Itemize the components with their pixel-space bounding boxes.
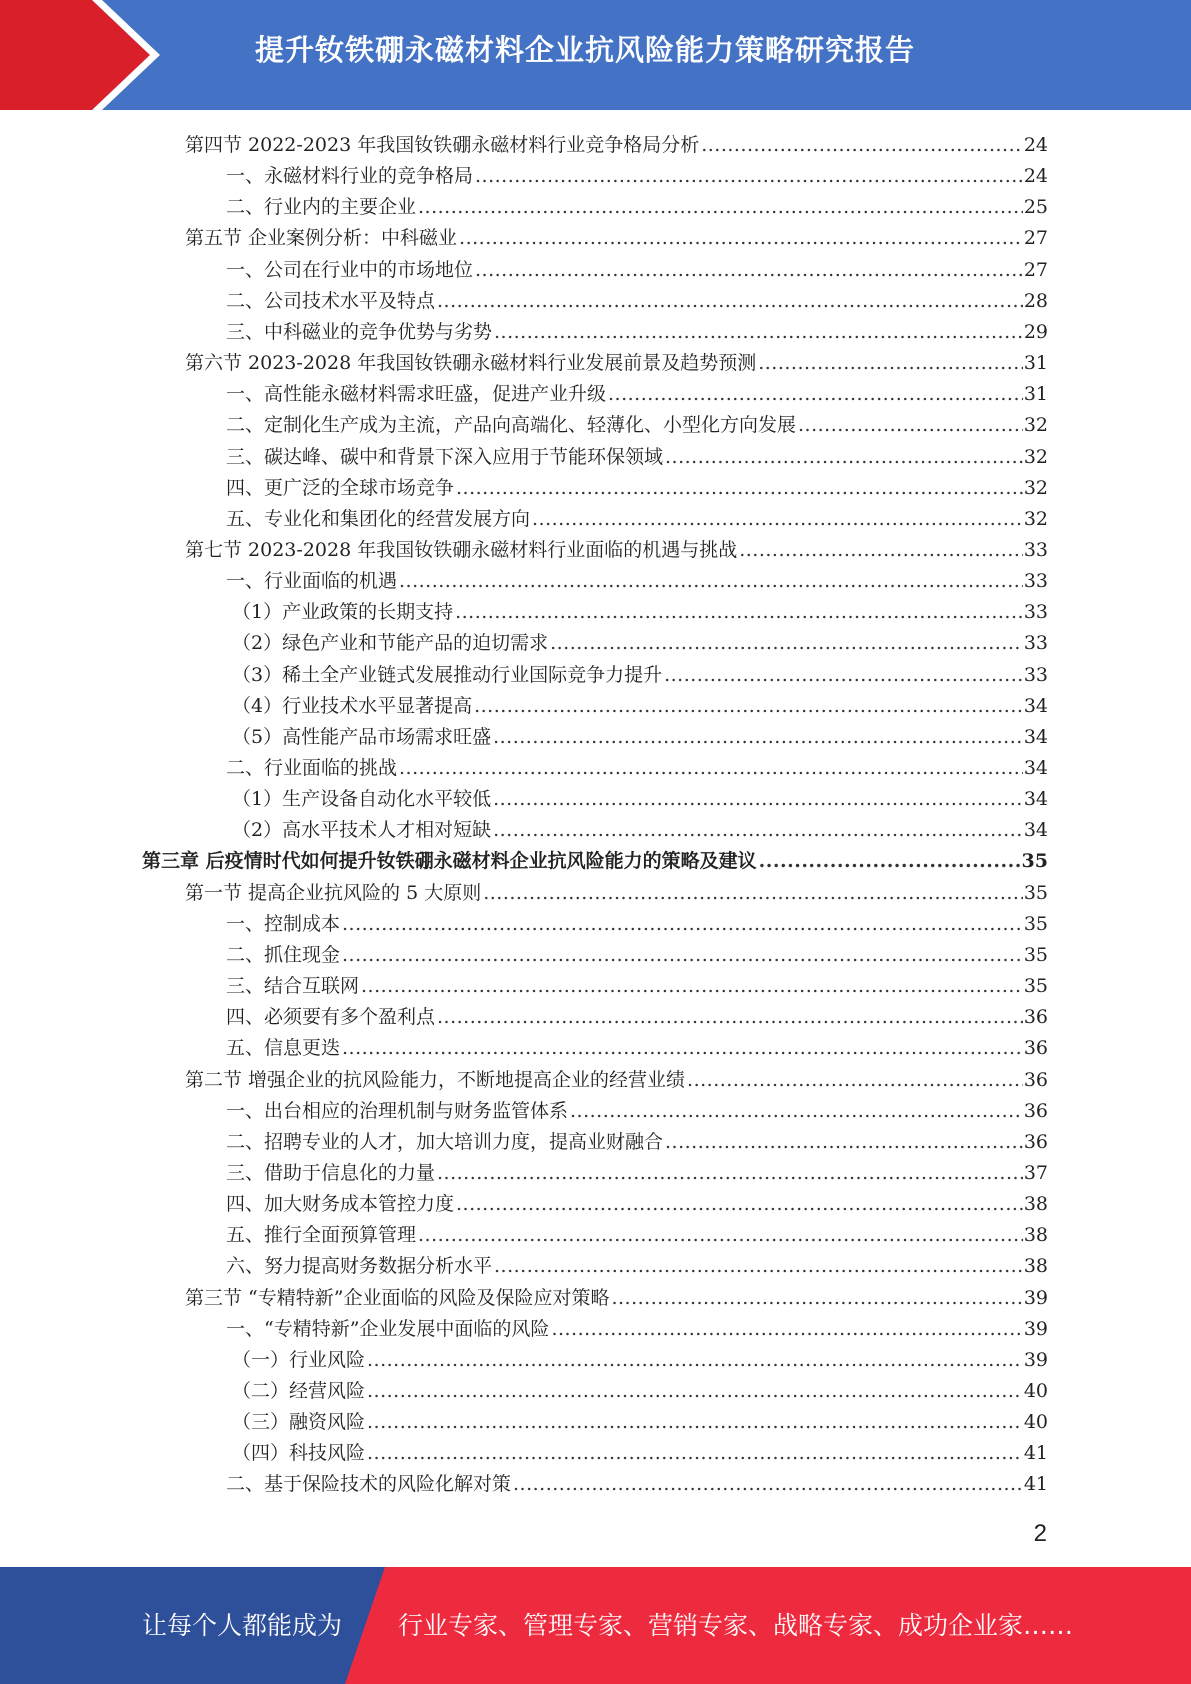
toc-entry-title: （1）生产设备自动化水平较低 <box>232 788 492 811</box>
toc-dot-leader <box>611 1286 1022 1310</box>
toc-entry-page: 33 <box>1023 538 1048 561</box>
page-footer <box>0 1567 1191 1684</box>
toc-entry[interactable] <box>232 811 1048 842</box>
toc-dot-leader <box>494 320 1023 344</box>
toc-entry[interactable] <box>232 1372 1048 1403</box>
toc-entry-page: 31 <box>1023 352 1048 375</box>
toc-dot-leader <box>367 1441 1023 1465</box>
toc-entry-title: 二、公司技术水平及特点 <box>226 289 436 312</box>
toc-entry-page: 33 <box>1023 632 1048 655</box>
footer-slogan-right: 行业专家、管理专家、营销专家、战略专家、成功企业家…… <box>398 1611 1074 1640</box>
toc-entry-title: 二、行业面临的挑战 <box>226 757 398 779</box>
toc-entry-title: （5）高性能产品市场需求旺盛 <box>232 725 492 748</box>
toc-entry-page: 27 <box>1023 227 1048 250</box>
toc-entry-page: 41 <box>1023 1473 1048 1496</box>
toc-entry-page: 36 <box>1023 1130 1048 1153</box>
toc-dot-leader <box>665 445 1023 469</box>
toc-entry[interactable] <box>226 1185 1048 1216</box>
toc-entry[interactable] <box>226 157 1048 188</box>
toc-entry-title: 一、“专精特新”企业发展中面临的风险 <box>226 1317 550 1340</box>
toc-entry-title: 第七节 2023-2028 年我国钕铁硼永磁材料行业面临的机遇与挑战 <box>185 538 738 561</box>
toc-dot-leader <box>437 1161 1023 1185</box>
toc-entry-title: 五、专业化和集团化的经营发展方向 <box>226 507 531 530</box>
toc-entry-title: 一、行业面临的机遇 <box>226 570 398 593</box>
toc-dot-leader <box>475 164 1023 188</box>
toc-entry-page: 40 <box>1023 1411 1048 1434</box>
toc-entry[interactable] <box>185 1061 1048 1092</box>
toc-entry-page: 35 <box>1023 912 1048 935</box>
toc-entry-page: 36 <box>1023 1068 1048 1091</box>
toc-dot-leader <box>399 569 1023 593</box>
toc-entry-title: 三、中科磁业的竞争优势与劣势 <box>226 320 493 343</box>
toc-entry[interactable] <box>226 1216 1048 1247</box>
toc-entry-page: 33 <box>1023 663 1048 686</box>
toc-dot-leader <box>475 258 1023 282</box>
toc-dot-leader <box>551 1317 1022 1341</box>
toc-entry-title: 三、碳达峰、碳中和背景下深入应用于节能环保领域 <box>226 445 664 468</box>
toc-entry-page: 40 <box>1023 1380 1048 1402</box>
toc-entry[interactable] <box>232 1341 1048 1372</box>
toc-entry[interactable] <box>226 562 1048 593</box>
toc-entry-title: （三）融资风险 <box>232 1411 366 1434</box>
toc-dot-leader <box>493 787 1023 811</box>
toc-entry-title: 五、信息更迭 <box>226 1037 341 1060</box>
toc-entry-page: 38 <box>1023 1193 1048 1216</box>
toc-entry[interactable] <box>226 1029 1048 1060</box>
toc-entry-title: （一）行业风险 <box>232 1348 366 1371</box>
toc-entry-title: 五、推行全面预算管理 <box>226 1224 417 1247</box>
toc-entry-title: 第三节 “专精特新”企业面临的风险及保险应对策略 <box>185 1286 610 1309</box>
toc-entry-page: 39 <box>1023 1317 1048 1340</box>
toc-entry-page: 32 <box>1023 476 1048 499</box>
toc-entry-title: 第四节 2022-2023 年我国钕铁硼永磁材料行业竞争格局分析 <box>185 134 700 156</box>
toc-entry-page: 33 <box>1023 570 1048 593</box>
toc-entry[interactable] <box>226 500 1048 531</box>
toc-entry-title: 二、定制化生产成为主流，产品向高端化、轻薄化、小型化方向发展 <box>226 414 797 437</box>
toc-dot-leader <box>493 725 1023 749</box>
toc-entry-title: 三、借助于信息化的力量 <box>226 1161 436 1184</box>
toc-entry-title: （4）行业技术水平显著提高 <box>232 694 473 717</box>
toc-dot-leader <box>455 600 1023 624</box>
toc-entry-title: 第二节 增强企业的抗风险能力，不断地提高企业的经营业绩 <box>185 1068 686 1091</box>
toc-entry[interactable] <box>185 874 1048 905</box>
toc-entry[interactable] <box>232 687 1048 718</box>
toc-entry[interactable] <box>226 375 1048 406</box>
toc-entry[interactable] <box>232 718 1048 749</box>
toc-entry-page: 25 <box>1023 196 1048 219</box>
toc-entry[interactable] <box>226 438 1048 469</box>
toc-entry[interactable] <box>185 1279 1048 1310</box>
toc-dot-leader <box>513 1472 1023 1496</box>
toc-dot-leader <box>739 538 1023 562</box>
toc-entry-page: 34 <box>1023 694 1048 717</box>
toc-entry-page: 41 <box>1023 1442 1048 1465</box>
toc-dot-leader <box>418 1223 1023 1247</box>
toc-entry-title: 一、高性能永磁材料需求旺盛，促进产业升级 <box>226 383 607 406</box>
toc-dot-leader <box>493 818 1023 842</box>
toc-dot-leader <box>367 1348 1023 1372</box>
toc-entry[interactable] <box>226 1465 1048 1496</box>
toc-dot-leader <box>798 413 1023 437</box>
toc-entry-title: （1）产业政策的长期支持 <box>232 601 454 624</box>
toc-entry[interactable] <box>226 749 1048 780</box>
toc-dot-leader <box>399 756 1023 780</box>
toc-entry[interactable] <box>232 624 1048 655</box>
toc-entry[interactable] <box>226 1310 1048 1341</box>
toc-entry[interactable] <box>232 593 1048 624</box>
toc-dot-leader <box>494 1254 1023 1278</box>
toc-dot-leader <box>361 974 1023 998</box>
toc-entry-title: 一、公司在行业中的市场地位 <box>226 258 474 281</box>
toc-entry-title: （2）高水平技术人才相对短缺 <box>232 819 492 842</box>
toc-entry-title: 第一节 提高企业抗风险的 5 大原则 <box>185 881 482 904</box>
toc-entry-page: 33 <box>1023 601 1048 624</box>
toc-dot-leader <box>701 133 1023 157</box>
toc-dot-leader <box>367 1379 1023 1403</box>
toc-entry[interactable] <box>142 842 1048 873</box>
toc-entry-page: 32 <box>1023 414 1048 437</box>
report-title: 提升钕铁硼永磁材料企业抗风险能力策略研究报告 <box>255 33 916 67</box>
toc-entry[interactable] <box>226 251 1048 282</box>
toc-entry-page: 32 <box>1023 445 1048 468</box>
toc-entry[interactable] <box>226 282 1048 313</box>
toc-dot-leader <box>459 226 1023 250</box>
toc-entry[interactable] <box>232 656 1048 687</box>
toc-entry-page: 32 <box>1023 507 1048 530</box>
toc-entry-title: 一、永磁材料行业的竞争格局 <box>226 165 474 188</box>
toc-entry[interactable] <box>232 780 1048 811</box>
toc-entry[interactable] <box>185 126 1048 157</box>
toc-dot-leader <box>437 289 1023 313</box>
toc-dot-leader <box>437 1005 1023 1029</box>
toc-entry-page: 27 <box>1023 258 1048 281</box>
toc-entry-title: 四、必须要有多个盈利点 <box>226 1006 436 1029</box>
toc-entry-page: 34 <box>1023 819 1048 842</box>
toc-entry-page: 35 <box>1021 850 1048 873</box>
toc-dot-leader <box>664 663 1023 687</box>
toc-dot-leader <box>456 1192 1023 1216</box>
page-header <box>0 0 1191 110</box>
toc-entry-title: 六、努力提高财务数据分析水平 <box>226 1255 493 1278</box>
toc-entry[interactable] <box>226 1123 1048 1154</box>
toc-dot-leader <box>474 694 1023 718</box>
toc-entry-title: 第六节 2023-2028 年我国钕铁硼永磁材料行业发展前景及趋势预测 <box>185 352 757 375</box>
toc-entry-title: 第三章 后疫情时代如何提升钕铁硼永磁材料企业抗风险能力的策略及建议 <box>142 850 757 873</box>
toc-entry[interactable] <box>232 1434 1048 1465</box>
toc-entry-page: 29 <box>1023 320 1048 343</box>
toc-entry[interactable] <box>226 905 1048 936</box>
toc-entry-title: 二、行业内的主要企业 <box>226 196 417 219</box>
toc-entry-page: 39 <box>1023 1348 1048 1371</box>
toc-entry-page: 38 <box>1023 1255 1048 1278</box>
toc-entry-page: 36 <box>1023 1037 1048 1060</box>
toc-entry-title: （3）稀土全产业链式发展推动行业国际竞争力提升 <box>232 663 663 686</box>
page-number: 2 <box>1033 1520 1047 1547</box>
toc-entry[interactable] <box>226 406 1048 437</box>
toc-dot-leader <box>550 631 1023 655</box>
toc-entry-page: 35 <box>1023 881 1048 904</box>
toc-dot-leader <box>665 1130 1023 1154</box>
toc-entry-title: 四、加大财务成本管控力度 <box>226 1193 455 1216</box>
toc-dot-leader <box>342 1036 1023 1060</box>
toc-entry-title: 四、更广泛的全球市场竞争 <box>226 476 455 499</box>
toc-entry[interactable] <box>226 313 1048 344</box>
toc-entry-title: 一、出台相应的治理机制与财务监管体系 <box>226 1099 569 1122</box>
toc-entry-page: 38 <box>1023 1224 1048 1247</box>
toc-dot-leader <box>532 507 1023 531</box>
toc-entry-title: （2）绿色产业和节能产品的迫切需求 <box>232 632 549 655</box>
toc-dot-leader <box>570 1099 1023 1123</box>
toc-dot-leader <box>342 912 1023 936</box>
toc-entry-title: （四）科技风险 <box>232 1442 366 1465</box>
toc-entry[interactable] <box>226 1092 1048 1123</box>
toc-dot-leader <box>759 849 1021 873</box>
toc-entry[interactable] <box>232 1403 1048 1434</box>
toc-entry-page: 35 <box>1023 975 1048 998</box>
footer-slogan-left: 让每个人都能成为 <box>142 1611 343 1640</box>
toc-entry-page: 39 <box>1023 1286 1048 1309</box>
toc-entry[interactable] <box>185 344 1048 375</box>
toc-entry[interactable] <box>185 531 1048 562</box>
toc-entry-title: 二、招聘专业的人才，加大培训力度，提高业财融合 <box>226 1130 664 1153</box>
toc-entry-page: 36 <box>1023 1006 1048 1029</box>
toc-entry-title: 三、结合互联网 <box>226 975 360 998</box>
toc-dot-leader <box>456 476 1023 500</box>
toc-entry-page: 34 <box>1023 788 1048 811</box>
toc-entry[interactable] <box>226 967 1048 998</box>
toc-entry-page: 35 <box>1023 943 1048 966</box>
toc-dot-leader <box>418 195 1023 219</box>
toc-entry-title: 二、基于保险技术的风险化解对策 <box>226 1473 512 1496</box>
toc-entry-title: 第五节 企业案例分析：中科磁业 <box>185 227 458 250</box>
toc-dot-leader <box>687 1068 1023 1092</box>
toc-dot-leader <box>483 881 1023 905</box>
toc-entry-title: 一、控制成本 <box>226 912 341 935</box>
toc-entry-title: （二）经营风险 <box>232 1380 366 1402</box>
toc-entry[interactable] <box>226 936 1048 967</box>
toc-entry-page: 34 <box>1023 725 1048 748</box>
toc-dot-leader <box>608 382 1023 406</box>
toc-entry[interactable] <box>226 1247 1048 1278</box>
toc-entry-page: 24 <box>1023 165 1048 188</box>
toc-dot-leader <box>758 351 1023 375</box>
toc-entry[interactable] <box>226 1154 1048 1185</box>
toc-entry-page: 36 <box>1023 1099 1048 1122</box>
toc-entry[interactable] <box>226 998 1048 1029</box>
toc-entry[interactable] <box>226 188 1048 219</box>
toc-entry-page: 34 <box>1023 757 1048 779</box>
toc-entry-title: 二、抓住现金 <box>226 943 341 966</box>
toc-dot-leader <box>367 1410 1023 1434</box>
toc-entry-page: 37 <box>1023 1161 1048 1184</box>
toc-entry-page: 24 <box>1023 134 1048 156</box>
toc-dot-leader <box>342 943 1023 967</box>
toc-entry[interactable] <box>226 469 1048 500</box>
toc-entry-page: 28 <box>1023 289 1048 312</box>
toc-entry[interactable] <box>185 219 1048 250</box>
toc-entry-page: 31 <box>1023 383 1048 406</box>
